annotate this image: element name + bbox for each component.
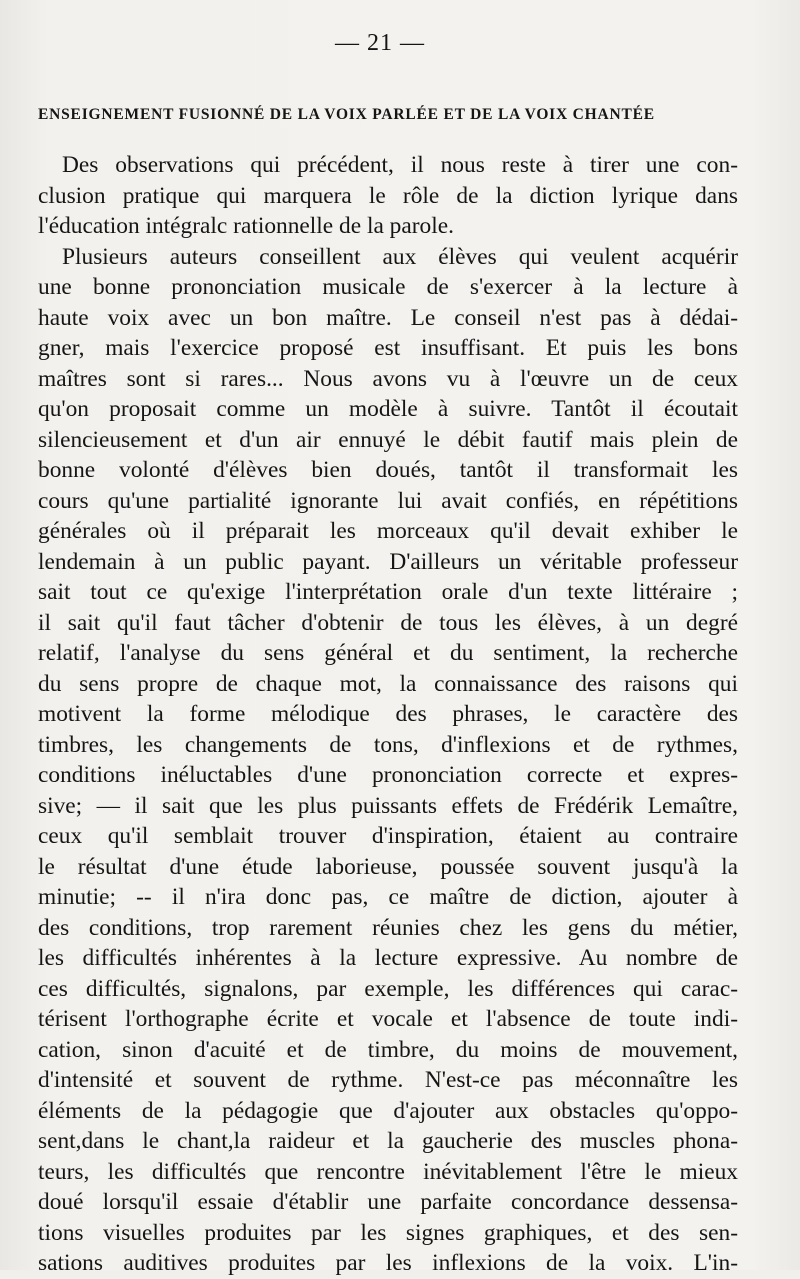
text-line: Des observations qui précédent, il nous reste à tirer une con- (62, 152, 738, 178)
text-line: gner, mais l'exercice proposé est insuffisant. Et puis les bons (38, 335, 738, 361)
text-line: timbres, les changements de tons, d'inflexions et de rythmes, (38, 731, 738, 758)
text-line: les difficultés inhérentes à la lecture expressive. Au nombre de (38, 945, 738, 971)
text-line: d'intensité et souvent de rythme. N'est-ce pas méconnaître les (38, 1067, 738, 1093)
text-line: cours qu'une partialité ignorante lui avait confiés, en répétitions (38, 487, 738, 514)
text-line: silencieusement et d'un air ennuyé le débit fautif mais plein de (38, 426, 738, 453)
text-line: sait tout ce qu'exige l'interprétation orale d'un texte littéraire ; (38, 579, 738, 605)
text-line: clusion pratique qui marquera le rôle de la diction lyrique dans (38, 182, 738, 209)
text-line: ces difficultés, signalons, par exemple, les différences qui carac- (38, 975, 738, 1002)
text-line: relatif, l'analyse du sens général et du sentiment, la recherche (38, 640, 738, 666)
text-line: teurs, les difficultés que rencontre inévitablement l'être le mieux (38, 1158, 738, 1185)
text-line: térisent l'orthographe écrite et vocale et l'absence de toute indi- (38, 1006, 738, 1032)
text-line: qu'on proposait comme un modèle à suivre. Tantôt il écoutait (38, 396, 738, 422)
text-line: le résultat d'une étude laborieuse, poussée souvent jusqu'à la (38, 853, 738, 880)
text-line: une bonne prononciation musicale de s'exercer à la lecture à (38, 274, 738, 300)
text-line: bonne volonté d'élèves bien doués, tantôt il transformait les (38, 457, 738, 483)
text-line: des conditions, trop rarement réunies chez les gens du métier, (38, 914, 738, 941)
page-number: — 21 — (335, 30, 425, 56)
text-line: sations auditives produites par les inflexions de la voix. L'in- (38, 1250, 738, 1276)
body-text (38, 150, 738, 1279)
text-line: maîtres sont si rares... Nous avons vu à l'œuvre un de ceux (38, 365, 738, 392)
text-line: haute voix avec un bon maître. Le conseil n'est pas à dédai- (38, 304, 738, 331)
text-line: doué lorsqu'il essaie d'établir une parfaite concordance dessensa- (38, 1189, 738, 1215)
text-line: minutie; -- il n'ira donc pas, ce maître de diction, ajouter à (38, 884, 738, 910)
text-line: éléments de la pédagogie que d'ajouter aux obstacles qu'oppo- (38, 1097, 738, 1124)
text-line: l'éducation intégralc rationnelle de la parole. (38, 213, 454, 239)
text-line: du sens propre de chaque mot, la connaissance des raisons qui (38, 670, 738, 697)
text-line: motivent la forme mélodique des phrases, le caractère des (38, 701, 738, 727)
text-line: il sait qu'il faut tâcher d'obtenir de tous les élèves, à un degré (38, 609, 738, 636)
text-line: sive; — il sait que les plus puissants effets de Frédérik Lemaître, (38, 792, 738, 819)
text-line: générales où il préparait les morceaux qu'il devait exhiber le (38, 518, 738, 544)
text-line: tions visuelles produites par les signes graphiques, et des sen- (38, 1219, 738, 1246)
text-line: conditions inéluctables d'une prononciation correcte et expres- (38, 762, 738, 788)
section-title: ENSEIGNEMENT FUSIONNÉ DE LA VOIX PARLÉE ET DE LA VOIX CHANTÉE (38, 106, 655, 123)
text-line: cation, sinon d'acuité et de timbre, du moins de mouvement, (38, 1036, 738, 1063)
text-line: lendemain à un public payant. D'ailleurs un véritable professeur (38, 548, 738, 575)
text-line: ceux qu'il semblait trouver d'inspiration, étaient au contraire (38, 823, 738, 849)
text-line: sent,dans le chant,la raideur et la gaucherie des muscles phona- (38, 1128, 738, 1154)
text-line: Plusieurs auteurs conseillent aux élèves qui veulent acquérir (62, 243, 738, 270)
